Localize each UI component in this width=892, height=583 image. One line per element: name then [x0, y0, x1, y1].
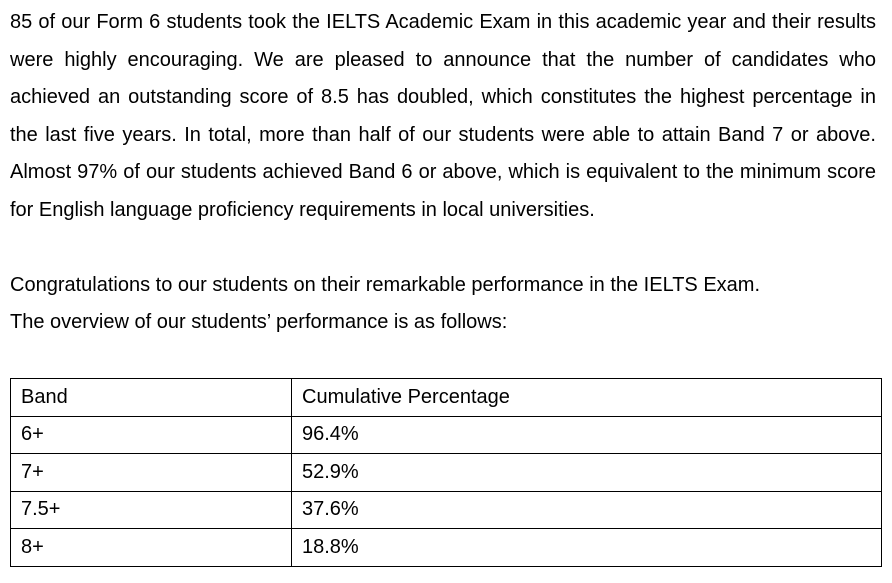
table-row — [11, 529, 882, 567]
table-row — [11, 454, 882, 492]
congratulations-line: Congratulations to our students on their remarkable performance in the IELTS Exam. — [10, 274, 761, 297]
table-header-row — [11, 379, 882, 417]
header-band: Band — [11, 379, 292, 417]
band-cell: 8+ — [11, 529, 292, 567]
percentage-cell: 37.6% — [292, 491, 882, 529]
band-cell: 6+ — [11, 416, 292, 454]
band-cell: 7+ — [11, 454, 292, 492]
overview-line: The overview of our students’ performance is as follows: — [10, 311, 508, 334]
table-row — [11, 416, 882, 454]
paragraph-spacer — [10, 230, 876, 268]
intro-paragraph: 85 of our Form 6 students took the IELTS Academic Exam in this academic year and their results were highly encouraging. We are pleased to announce that the number of candidates who achieved an outstanding score of 8.5 has doubled, which constitutes the highest percentage in the last five years. In total, more than half of our students were able to attain Band 7 or above. Almost 97% of our students achieved Band 6 or above, which is equivalent to the minimum score for English language proficiency requirements in local universities. — [10, 11, 876, 221]
percentage-cell: 96.4% — [292, 416, 882, 454]
document-body — [10, 4, 876, 341]
percentage-cell: 52.9% — [292, 454, 882, 492]
table-row — [11, 491, 882, 529]
header-cumulative-percentage: Cumulative Percentage — [292, 379, 882, 417]
results-table — [10, 378, 882, 567]
percentage-cell: 18.8% — [292, 529, 882, 567]
band-cell: 7.5+ — [11, 491, 292, 529]
